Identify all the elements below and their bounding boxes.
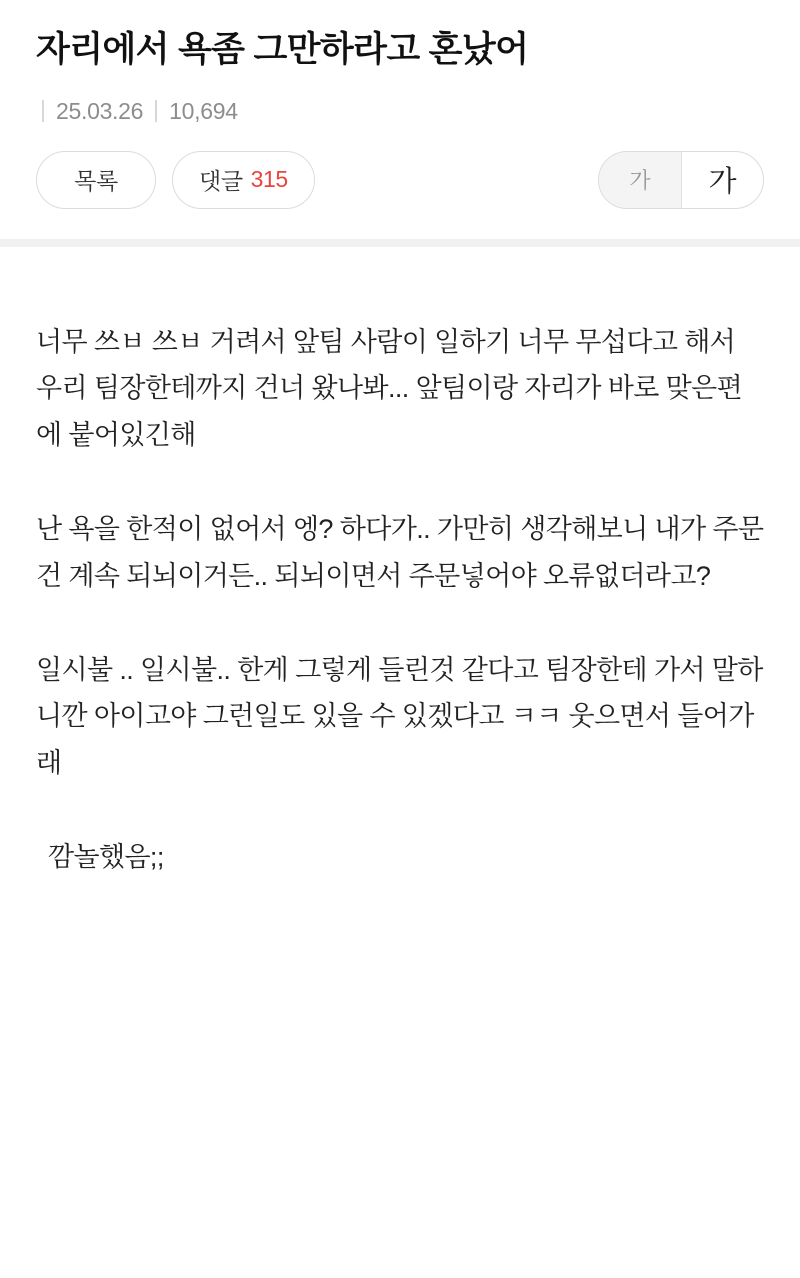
post-date: 25.03.26 xyxy=(56,97,144,124)
font-size-toggle[interactable] xyxy=(598,151,764,209)
post-paragraph: 너무 쓰ㅂ 쓰ㅂ 거려서 앞팀 사람이 일하기 너무 무섭다고 해서 우리 팀장한테까지 건너 왔나봐... 앞팀이랑 자리가 바로 맞은편에 붙어있긴해 xyxy=(36,326,743,450)
font-size-small-label: 가 xyxy=(629,168,651,194)
list-button-label: 목록 xyxy=(74,168,118,195)
font-size-large-button[interactable] xyxy=(681,152,763,208)
post-meta xyxy=(42,98,764,125)
post-paragraph: 일시불 .. 일시불.. 한게 그렇게 들린것 같다고 팀장한테 가서 말하니깐 아이고야 그런일도 있을 수 있겠다고 ㅋㅋ 웃으면서 들어가래 xyxy=(36,654,763,778)
section-divider xyxy=(0,239,800,247)
page-title: 자리에서 욕좀 그만하라고 혼났어 xyxy=(36,30,529,69)
post-paragraph: 깜놀했음;; xyxy=(48,842,164,873)
meta-divider xyxy=(155,100,157,122)
font-size-large-label: 가 xyxy=(708,166,737,199)
post-paragraph: 난 욕을 한적이 없어서 엥? 하다가.. 가만히 생각해보니 내가 주문건 계속 되뇌이거든.. 되뇌이면서 주문넣어야 오류없더라고? xyxy=(36,514,764,591)
meta-leading-divider xyxy=(42,100,44,122)
toolbar-left-group xyxy=(36,151,315,209)
post-view-count: 10,694 xyxy=(169,97,238,124)
comments-button-label: 댓글 xyxy=(199,168,243,195)
font-size-small-button[interactable] xyxy=(599,152,681,208)
post-body xyxy=(0,247,800,941)
comments-button[interactable] xyxy=(172,151,315,209)
post-header xyxy=(0,0,800,125)
comments-count-badge: 315 xyxy=(250,166,288,193)
list-button[interactable] xyxy=(36,151,156,209)
post-toolbar xyxy=(0,151,800,209)
